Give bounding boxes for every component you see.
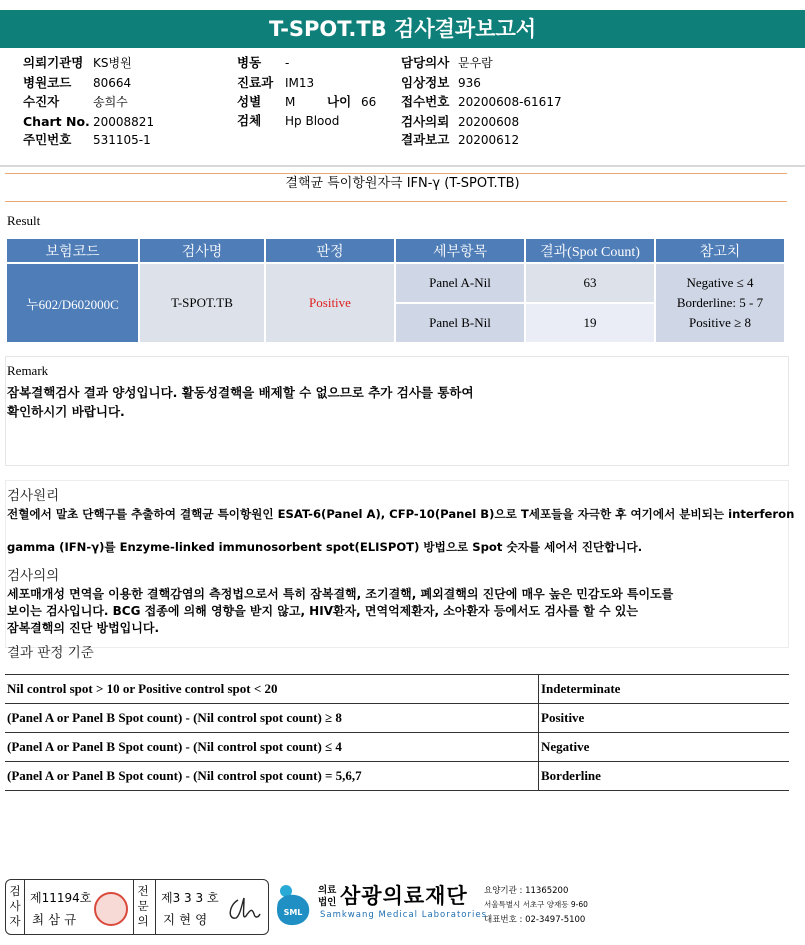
criteria-condition: (Panel A or Panel B Spot count) - (Nil control spot count) = 5,6,7 [5, 762, 539, 791]
criteria-result: Negative [539, 733, 790, 762]
age-label: 나이 [327, 94, 352, 109]
header-judgement: 판정 [266, 239, 394, 262]
info-label: 주민번호 [23, 132, 72, 147]
divider [24, 880, 25, 934]
info-label: 병동 [237, 55, 262, 70]
remark-line: 잠복결핵검사 결과 양성입니다. 활동성결핵을 배제할 수 없으므로 추가 검사를 통하여 [7, 385, 474, 400]
report-title: T-SPOT.TB 검사결과보고서 [0, 10, 805, 48]
info-value: 20200612 [458, 133, 520, 147]
meaning-line: 보이는 검사입니다. BCG 접종에 의해 영향을 받지 않고, HIV환자, 면역억제환자, 소아환자 등에서도 검사를 할 수 있는 [7, 604, 638, 618]
info-value: 송희수 [93, 95, 128, 109]
info-label: 의뢰기관명 [23, 55, 84, 70]
table-row [5, 675, 789, 704]
org-english-name: Samkwang Medical Laboratories [320, 910, 488, 920]
header-reference: 참고치 [656, 239, 784, 262]
principle-heading: 검사원리 [7, 488, 60, 504]
panel-a-name: Panel A-Nil [396, 264, 524, 302]
info-value: 936 [458, 76, 481, 90]
info-label: 수진자 [23, 94, 60, 109]
panel-b-name: Panel B-Nil [396, 304, 524, 342]
reference-positive: Positive ≥ 8 [688, 315, 752, 330]
table-row [5, 733, 789, 762]
header-test-name: 검사명 [140, 239, 264, 262]
info-label: 결과보고 [401, 132, 450, 147]
criteria-condition: (Panel A or Panel B Spot count) - (Nil control spot count) ≥ 8 [5, 704, 539, 733]
report-subtitle: 결핵균 특이항원자극 IFN-γ (T-SPOT.TB) [285, 176, 520, 191]
info-label: 임상정보 [401, 75, 450, 90]
info-value: KS병원 [93, 56, 132, 70]
logo-text: SML [283, 908, 303, 917]
table-row [5, 762, 789, 791]
result-header-row [7, 239, 784, 262]
criteria-result: Borderline [539, 762, 790, 791]
table-row [5, 704, 789, 733]
info-value: - [285, 56, 290, 70]
doctor-label: 전문의 [137, 884, 149, 928]
info-value: IM13 [285, 76, 315, 90]
remark-line: 확인하시기 바랍니다. [7, 404, 125, 419]
info-value: 80664 [93, 76, 132, 90]
examiner-seal-icon [94, 892, 128, 926]
divider [155, 880, 156, 934]
header-detail: 세부항목 [396, 239, 524, 262]
criteria-result: Positive [539, 704, 790, 733]
info-value: 531105-1 [93, 133, 151, 147]
header-insurance-code: 보험코드 [7, 239, 138, 262]
info-value: 20200608 [458, 115, 520, 129]
remark-heading: Remark [7, 363, 49, 378]
org-name: 삼광의료재단 [340, 884, 468, 908]
result-table [5, 237, 786, 344]
org-address: 서울특별시 서초구 양재동 9-60 [484, 900, 588, 909]
criteria-heading: 결과 판정 기준 [7, 645, 94, 661]
info-value: Hp Blood [285, 114, 340, 128]
examiner-number: 제11194호 [30, 891, 92, 905]
info-label: 검체 [237, 113, 262, 128]
reference-values [656, 264, 784, 342]
info-value: 문우람 [458, 56, 493, 70]
examiner-name: 최 삼 규 [32, 912, 77, 927]
info-value: 20200608-61617 [458, 95, 562, 109]
divider [133, 880, 134, 934]
meaning-line: 세포매개성 면역을 이용한 결핵감염의 측정법으로서 특히 잠복결핵, 조기결핵, 폐외결핵의 진단에 매우 높은 민감도와 특이도를 [7, 587, 674, 601]
reference-borderline: Borderline: 5 - 7 [676, 295, 764, 310]
meaning-line: 잠복결핵의 진단 방법입니다. [7, 621, 160, 635]
reference-negative: Negative ≤ 4 [686, 275, 754, 290]
info-label: 병원코드 [23, 75, 72, 90]
principle-section [5, 480, 795, 648]
criteria-table [5, 674, 789, 791]
info-value: 20008821 [93, 115, 155, 129]
principle-line: gamma (IFN-γ)를 Enzyme-linked immunosorbent spot(ELISPOT) 방법으로 Spot 숫자를 세어서 진단합니다. [7, 540, 643, 554]
doctor-name: 지 현 영 [163, 912, 208, 927]
org-prefix: 의료 법인 [318, 885, 337, 908]
age-value: 66 [361, 95, 377, 109]
principle-line: 전혈에서 말초 단핵구를 추출하여 결핵균 특이항원인 ESAT-6(Panel A), CFP-10(Panel B)으로 T세포들을 자극한 후 여기에서 분비되는 interferon [7, 507, 795, 521]
patient-info [0, 48, 805, 167]
criteria-condition: (Panel A or Panel B Spot count) - (Nil control spot count) ≤ 4 [5, 733, 539, 762]
panel-b-count: 19 [526, 304, 654, 342]
judgement-value: Positive [266, 264, 394, 342]
test-name: T-SPOT.TB [140, 264, 264, 342]
info-label: 검사의뢰 [401, 114, 450, 129]
signature-box [5, 879, 269, 935]
insurance-code: 누602/D602000C [7, 264, 138, 342]
meaning-heading: 검사의의 [7, 568, 60, 584]
info-label: 담당의사 [401, 55, 450, 70]
divider [5, 201, 787, 202]
org-phone: 대표번호 : 02-3497-5100 [484, 915, 586, 925]
result-label: Result [7, 213, 41, 228]
info-label: 진료과 [237, 75, 274, 90]
info-label: 성별 [237, 94, 262, 109]
info-value: M [285, 95, 296, 109]
sml-logo-icon [272, 882, 314, 928]
registration-number: 요양기관 : 11365200 [484, 886, 569, 896]
info-label: Chart No. [23, 114, 90, 129]
signature-icon [224, 892, 262, 926]
panel-a-count: 63 [526, 264, 654, 302]
examiner-label: 검사자 [9, 884, 21, 928]
criteria-result: Indeterminate [539, 675, 790, 704]
remark-section [5, 356, 789, 466]
header-result: 결과(Spot Count) [526, 239, 654, 262]
doctor-number: 제3 3 3 호 [161, 891, 219, 905]
info-label: 접수번호 [401, 94, 450, 109]
table-row [7, 264, 784, 302]
criteria-condition: Nil control spot > 10 or Positive control spot < 20 [5, 675, 539, 704]
